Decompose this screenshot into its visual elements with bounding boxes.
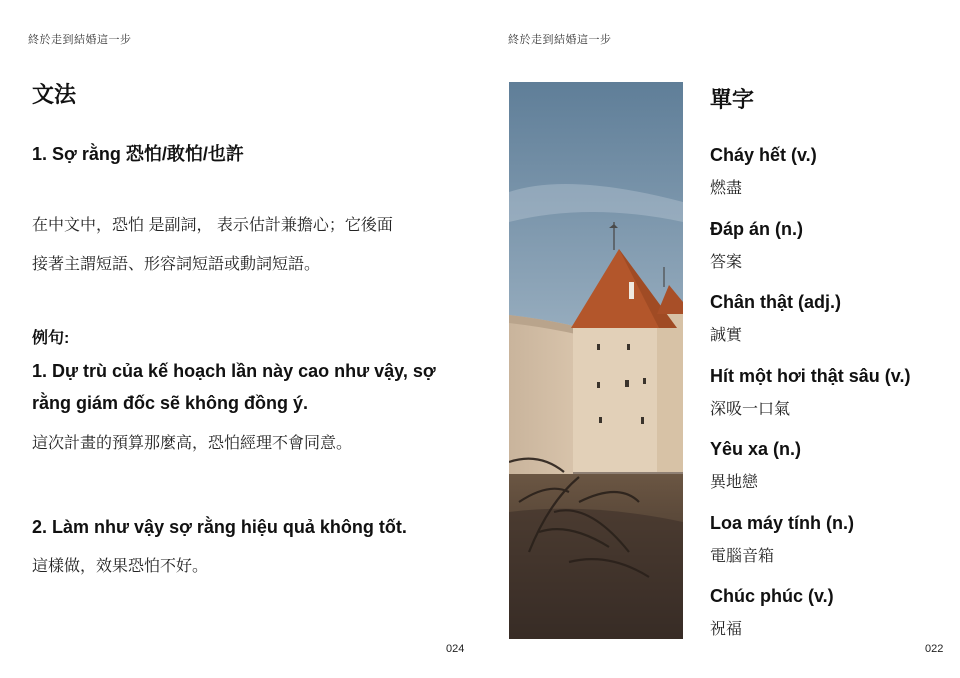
castle-illustration — [509, 82, 683, 639]
vocab-word: Yêu xa (n.) — [710, 439, 802, 459]
vocab-word: Hít một hơi thật sâu (v.) — [710, 365, 911, 386]
vocab-word: Chúc phúc (v.) — [710, 586, 834, 606]
vocab-meaning: 祝福 — [710, 621, 743, 638]
page-number: 022 — [925, 643, 944, 655]
vocab-item — [710, 437, 950, 511]
right-page — [480, 0, 960, 678]
vocab-word: Chân thật (adj.) — [710, 292, 841, 312]
running-head: 終於走到結婚這一步 — [28, 34, 132, 46]
vocab-meaning: 誠實 — [710, 327, 743, 344]
vocab-meaning: 深吸一口氣 — [710, 400, 791, 418]
vocab-item — [710, 364, 950, 438]
vocab-meaning: 電腦音箱 — [710, 547, 775, 565]
example-chinese: 這次計畫的預算那麼高，恐怕經理不會同意。 — [32, 435, 353, 452]
section-title: 文法 — [32, 82, 77, 107]
examples-label: 例句: — [32, 330, 70, 347]
castle-tower-photo — [509, 82, 683, 639]
vocab-item — [710, 290, 950, 364]
example-vietnamese: 1. Dự trù của kế hoạch lần này cao như vậy, sợ rằng giám đốc sẽ không đồng ý. — [32, 361, 436, 413]
vocab-word: Đáp án (n.) — [710, 218, 803, 239]
section-title: 單字 — [710, 87, 755, 112]
vocab-item — [710, 511, 950, 585]
vocab-meaning: 答案 — [710, 253, 743, 271]
vocab-meaning: 異地戀 — [710, 474, 759, 491]
vocab-word: Cháy hết (v.) — [710, 145, 817, 165]
example-chinese: 這樣做，效果恐怕不好。 — [32, 558, 209, 575]
explanation-line: 在中文中，恐怕 是副詞， 表示估計兼擔心；它後面 — [32, 217, 393, 234]
running-head: 終於走到結婚這一步 — [508, 34, 612, 46]
vocab-item — [710, 143, 950, 217]
page-number: 024 — [446, 643, 465, 655]
explanation-line: 接著主謂短語、形容詞短語或動詞短語。 — [32, 256, 321, 273]
example-vietnamese: 2. Làm như vậy sợ rằng hiệu quả không tốt. — [32, 517, 407, 537]
vocab-meaning: 燃盡 — [710, 180, 743, 197]
vocab-word: Loa máy tính (n.) — [710, 512, 854, 533]
grammar-heading: 1. Sợ rằng 恐怕/敢怕/也許 — [32, 144, 244, 164]
vocab-item — [710, 217, 950, 291]
vocab-item — [710, 584, 950, 658]
vocab-list — [710, 143, 950, 658]
